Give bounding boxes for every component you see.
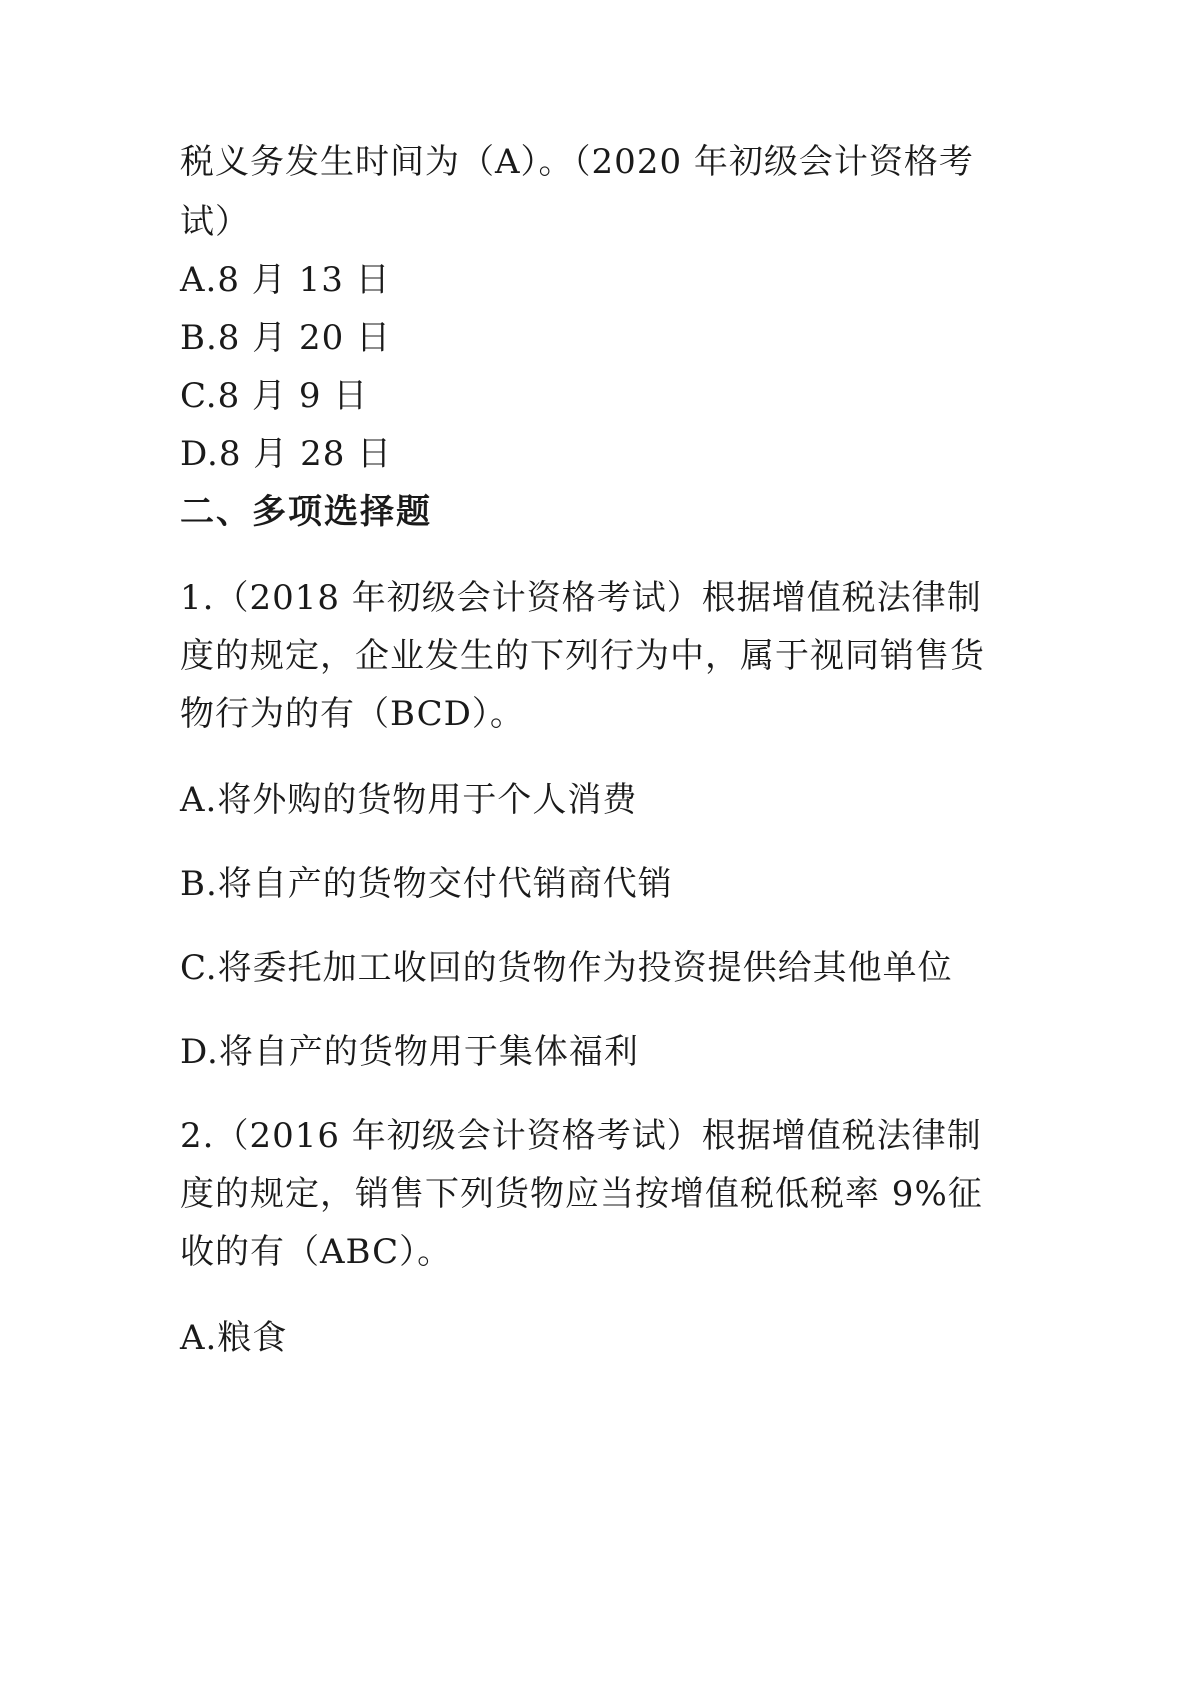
prev-question-option-b: B.8 月 20 日 <box>180 318 392 358</box>
prev-question-option-c: C.8 月 9 日 <box>180 376 369 416</box>
q1-option-d: D.将自产的货物用于集体福利 <box>180 1032 639 1072</box>
q1-text-line: 度的规定，企业发生的下列行为中，属于视同销售货 <box>180 636 985 676</box>
q1-text-line: 物行为的有（BCD）。 <box>180 694 525 734</box>
prev-question-text-line: 税义务发生时间为（A）。（2020 年初级会计资格考 <box>180 142 974 182</box>
prev-question-option-a: A.8 月 13 日 <box>180 260 391 300</box>
section-title: 二、多项选择题 <box>180 492 432 532</box>
document-page <box>180 0 1040 1684</box>
prev-question-option-d: D.8 月 28 日 <box>180 434 393 474</box>
q2-text-line: 度的规定，销售下列货物应当按增值税低税率 9%征 <box>180 1174 983 1214</box>
q2-text-line: 收的有（ABC）。 <box>180 1232 453 1272</box>
q1-option-a: A.将外购的货物用于个人消费 <box>180 780 638 820</box>
q1-option-c: C.将委托加工收回的货物作为投资提供给其他单位 <box>180 948 953 988</box>
q1-option-b: B.将自产的货物交付代销商代销 <box>180 864 673 904</box>
q2-option-a: A.粮食 <box>180 1318 288 1358</box>
q1-text-line: 1.（2018 年初级会计资格考试）根据增值税法律制 <box>180 578 982 618</box>
q2-text-line: 2.（2016 年初级会计资格考试）根据增值税法律制 <box>180 1116 982 1156</box>
prev-question-text-line: 试） <box>180 202 250 242</box>
